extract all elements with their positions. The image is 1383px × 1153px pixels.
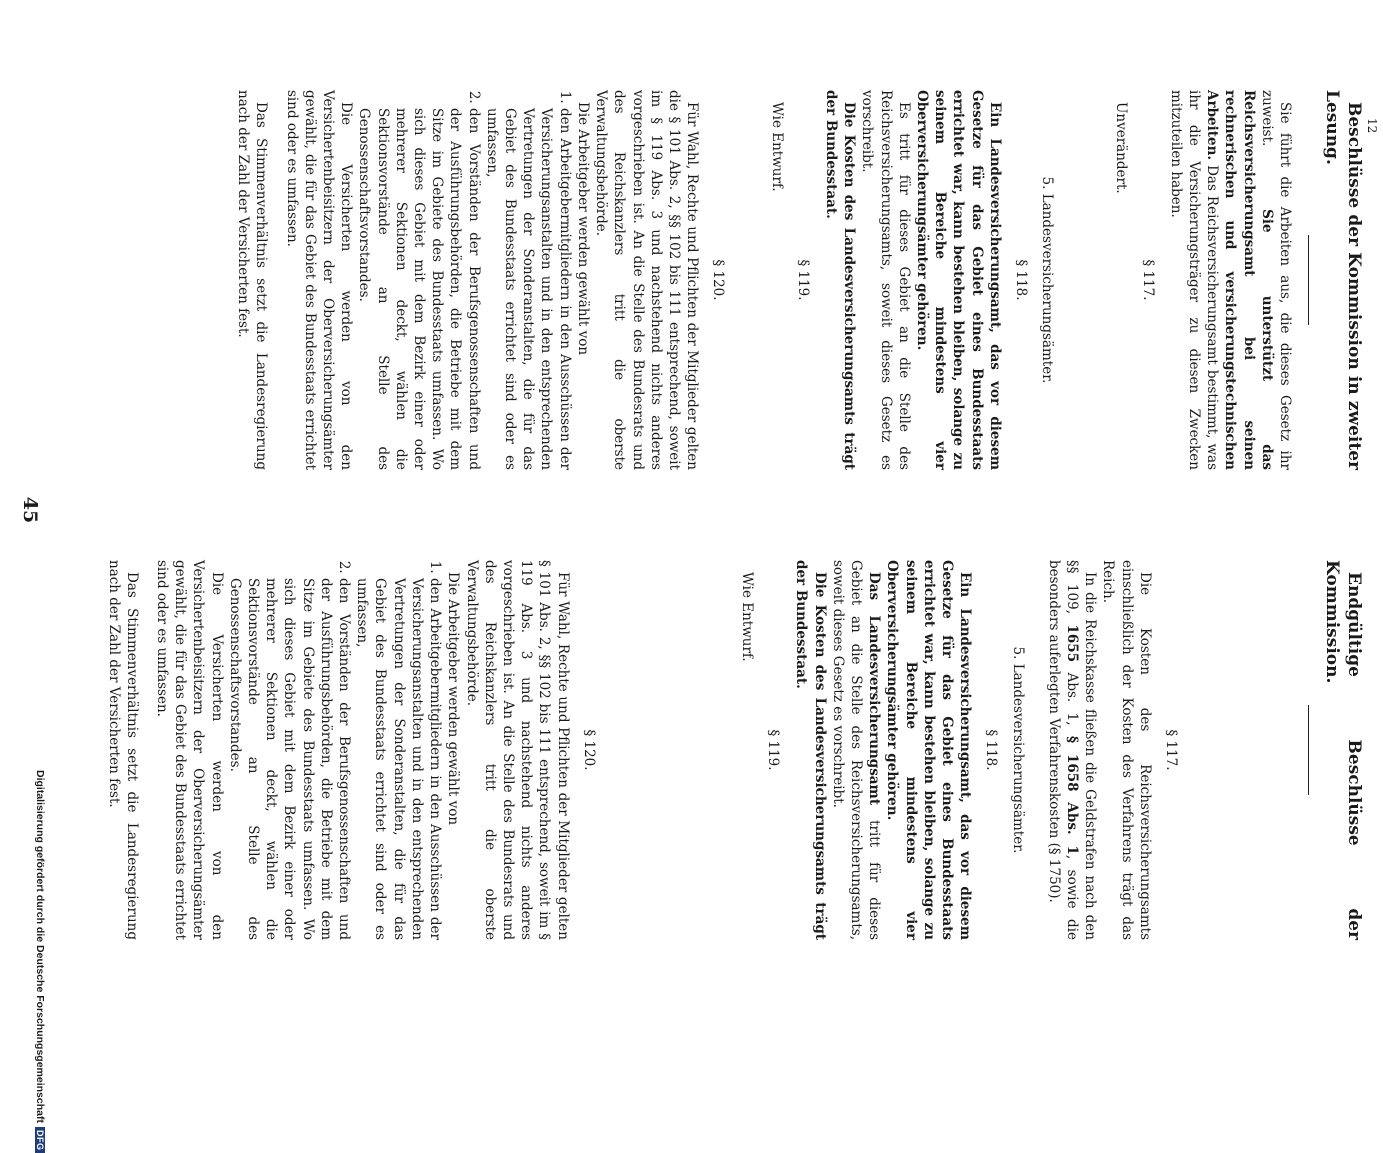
text: , sowie die besonders auferlegten Verfahrenskosten (§ 1750).: [1045, 560, 1080, 941]
section-heading-118: § 118.: [1012, 259, 1029, 301]
section-120-p2: Die Arbeitgeber werden gewählt von: [445, 572, 462, 826]
section-120-p4: Das Stimmenverhältnis setzt die Landesregierung nach der Zahl der Versicherten fest.: [105, 560, 140, 940]
page-number: 45: [19, 496, 41, 524]
section-120-p1: Für Wahl, Rechte und Pflichten der Mitglieder gelten die § 101 Abs. 2, §§ 102 bis 111 entsprechend, soweit im § 119 Abs. 3 und nachstehend nichts anderes vorgeschrieben ist. An die Stelle des Bundesrats und des Reichskanzlers tritt die oberste Verwaltungsbehörde.: [593, 90, 701, 470]
text: Abs. 1,: [1063, 672, 1080, 726]
title-divider: [1308, 705, 1309, 795]
subheading-landesversicherungsaemter: 5. Landesversicherungsämter.: [1009, 646, 1026, 854]
section-117-text: Unverändert.: [1113, 102, 1130, 194]
section-118-costs: Die Kosten des Landesversicherungsamts trägt der Bundesstaat.: [793, 560, 828, 940]
dfg-logo: DFG: [35, 1127, 45, 1153]
section-118-bold: Ein Landesversicherungsamt, das vor diesem Gesetze für das Gebiet eines Bundesstaats errichtet war, kann bestehen bleiben, solange zu seinem Bereiche mindestens vier Oberversicherungsämter gehören.: [913, 90, 1003, 470]
column-title: Endgültige Beschlüsse der Kommission.: [1322, 560, 1364, 940]
section-118-text: Es tritt für dieses Gebiet an die Stelle des Reichsversicherungsamts, soweit dieses Gesetz es vorschreibt.: [859, 90, 912, 470]
list-item: 1. den Arbeitgebermitgliedern in den Ausschüssen der Versicherungsanstalten und in den entsprechenden Vertretungen der Sonderanstalten, die für das Gebiet des Bundesstaats errichtet sind oder es umfassen,: [353, 578, 444, 940]
paragraph-116: [1167, 90, 1294, 470]
text: In die Reichskasse fließen die Geldstrafen nach den §§ 109,: [1063, 560, 1099, 940]
bold-text: Sie unterstützt das Reichsversicherungsamt bei seinen rechnerischen und versicherungstechnischen Arbeiten.: [1204, 90, 1275, 470]
section-heading-117: § 117.: [1163, 729, 1179, 771]
section-120-p1: Für Wahl, Rechte und Pflichten der Mitglieder gelten § 101 Abs. 2, §§ 102 bis 111 entsprechend, soweit im § 119 Abs. 3 und nachstehend nichts anderes vorgeschrieben ist. An die Stelle des Bundesrats und des Reichskanzlers tritt die oberste Verwaltungsbehörde.: [463, 560, 571, 940]
list-item: 2. den Vorständen der Berufsgenossenschaften und der Ausführungsbehörden, die Betriebe mit dem Sitze im Gebiete des Bundesstaats umfassen. Wo sich dieses Gebiet mit dem Bezirk einer oder mehrerer Sektionen deckt, wählen die Sektionsvorstände an Stelle des Genossenschaftsvorstandes.: [355, 108, 482, 470]
section-117-p1: Die Kosten des Reichsversicherungsamts einschließlich der Kosten des Verfahrens trägt das Reich.: [1100, 560, 1153, 940]
title-divider: [1308, 235, 1309, 325]
sheet-number: 12: [1365, 118, 1379, 134]
column-title: Beschlüsse der Kommission in zweiter Lesung.: [1322, 90, 1364, 470]
bold-text: 1655: [1063, 624, 1080, 663]
text: Das Reichsversicherungsamt bestimmt, was ihr die Versicherungsträger zu diesen Zwecken mitzuteilen haben.: [1167, 90, 1221, 470]
digitization-footer: [34, 770, 46, 1151]
list-item: 2. den Vorständen der Berufsgenossenschaften und der Ausführungsbehörden, die Betriebe mit dem Sitze im Gebiete des Bundesstaats umfassen. Wo sich dieses Gebiet mit dem Bezirk einer oder mehrerer Sektionen deckt, wählen die Sektionsvorstände an Stelle des Genossenschaftsvorstandes.: [226, 578, 353, 940]
section-117-p2: [1045, 560, 1100, 940]
section-118-bold: Ein Landesversicherungsamt, das vor diesem Gesetze für das Gebiet eines Bundesstaats errichtet war, kann bestehen bleiben, solange zu seinem Bereiche mindestens vier Oberversicherungsämter gehören.: [884, 560, 974, 940]
column-second-reading: [234, 90, 1365, 470]
section-heading-118: § 118.: [983, 729, 1000, 771]
section-119-text: Wie Entwurf.: [768, 102, 785, 192]
section-120-list: [226, 560, 444, 940]
section-heading-117: § 117.: [1139, 259, 1156, 301]
section-120-p3: Die Versicherten werden von den Versichertenbeisitzern der Oberversicherungsämter gewählt, die für das Gebiet des Bundesstaats errichtet sind oder es umfassen.: [154, 560, 225, 940]
section-119-text: Wie Entwurf.: [738, 572, 755, 662]
section-120-list: [355, 90, 573, 470]
section-120-p4: Das Stimmenverhältnis setzt die Landesregierung nach der Zahl der Versicherten fest.: [235, 90, 270, 470]
section-heading-119: § 119.: [794, 259, 811, 301]
section-heading-119: § 119.: [765, 729, 782, 771]
section-120-p3: Die Versicherten werden von den Versichertenbeisitzern der Oberversicherungsämter gewählt, die für das Gebiet des Bundesstaats errichtet sind oder es umfassen.: [283, 90, 355, 470]
footer-text: Digitalisierung gefördert durch die Deutsche Forschungsgemeinschaft: [34, 770, 46, 1123]
bold-text: Das Landesversicherungsamt: [866, 572, 883, 806]
section-118-costs: Die Kosten des Landesversicherungsamts trägt der Bundesstaat.: [822, 90, 858, 470]
section-heading-120: § 120.: [580, 729, 597, 771]
section-120-p2: Die Arbeitgeber werden gewählt von: [574, 102, 591, 356]
list-item: 1. den Arbeitgebermitgliedern in den Ausschüssen der Versicherungsanstalten und in den entsprechenden Vertretungen der Sonderanstalten, die für das Gebiet des Bundesstaats errichtet sind oder es umfassen,: [483, 108, 574, 470]
text: Sie führt die Arbeiten aus, die dieses Gesetz ihr zuweist.: [1258, 90, 1293, 470]
section-118-text: [829, 560, 884, 940]
section-heading-120: § 120.: [710, 259, 727, 301]
column-final-decisions: [104, 560, 1365, 940]
subheading-landesversicherungsaemter: 5. Landesversicherungsämter.: [1039, 176, 1056, 384]
bold-text: § 1658 Abs. 1: [1063, 736, 1080, 855]
text: tritt für dieses Gebiet an die Stelle des Reichsversicherungsamts, soweit dieses Gesetz es vorschreibt.: [829, 560, 883, 940]
